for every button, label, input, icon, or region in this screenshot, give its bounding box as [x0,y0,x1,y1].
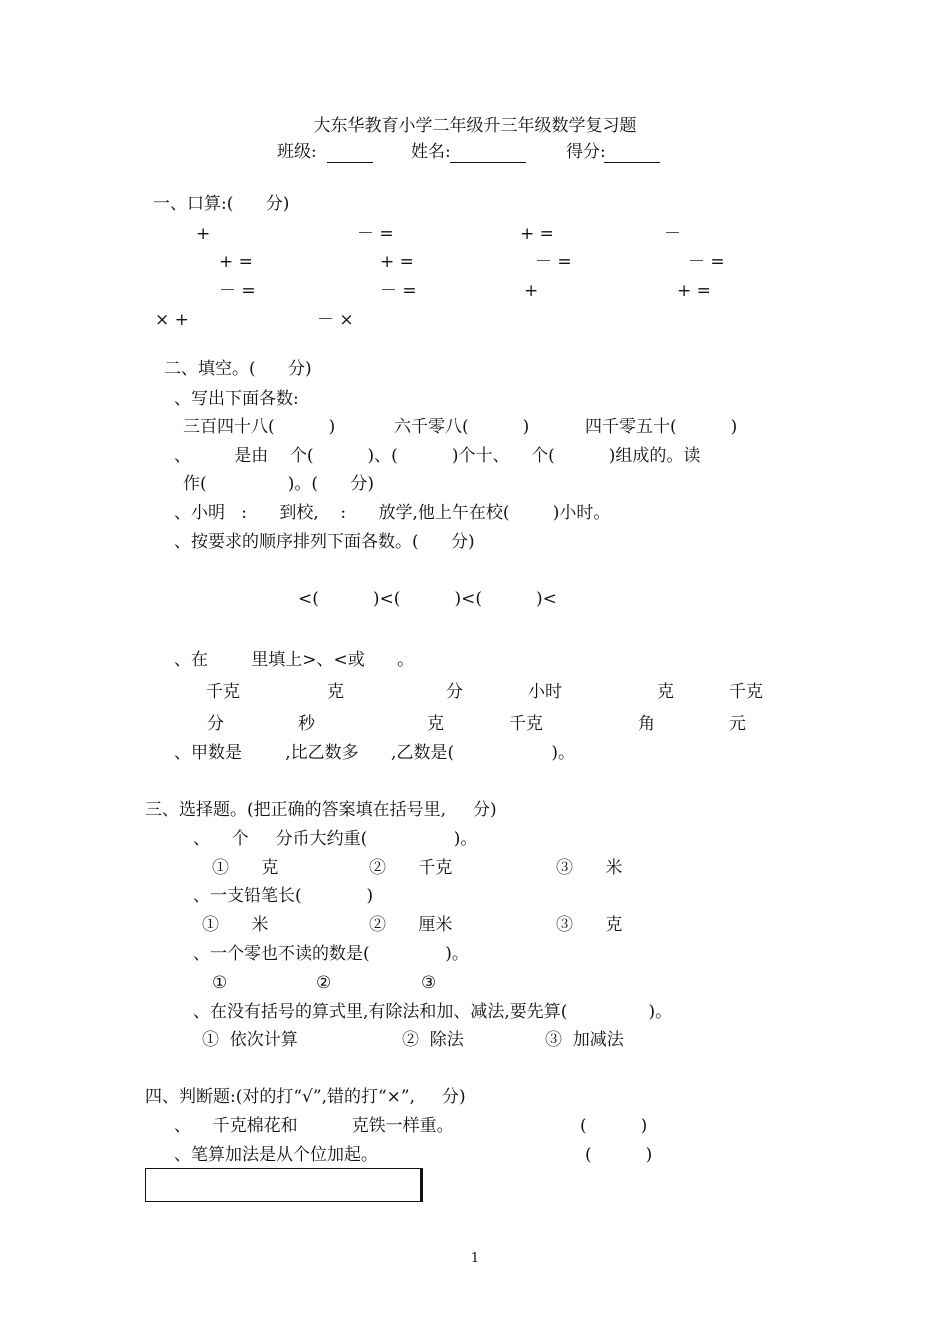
calc-item: + [524,281,539,301]
question-text: 、甲数是 ,比乙数多 ,乙数是( )。 [174,743,575,763]
question-text: 、小明 : 到校, : 放学,他上午在校( )小时。 [174,503,611,523]
section-4-heading: 四、判断题:(对的打“√”,错的打“×”, 分) [145,1087,466,1107]
option: ① [212,973,228,993]
option: ① 米 [202,915,269,935]
calc-item: + = [520,224,554,244]
calc-item: + = [677,281,711,301]
option: ② 除法 [402,1030,464,1050]
compare-unit: 克 [657,682,674,702]
compare-unit: 小时 [528,682,562,702]
question-text: 、写出下面各数: [174,389,299,409]
name-label: 姓名: [411,142,451,162]
calc-item: － = [357,224,394,244]
compare-unit: 分 [207,714,224,734]
option: ② 厘米 [369,915,453,935]
calc-item: － [664,224,681,244]
question-text: 、 千克棉花和 克铁一样重。 [174,1116,454,1136]
compare-unit: 角 [638,714,655,734]
calc-item: － = [380,281,417,301]
question-text: 作( )。( 分) [183,474,375,494]
option: ③ 克 [556,915,623,935]
question-text: 、在没有括号的算式里,有除法和加、减法,要先算( )。 [193,1002,673,1022]
option: ① 克 [212,858,279,878]
question-text: 、在 里填上>、<或 。 [174,650,415,670]
compare-unit: 克 [427,714,444,734]
answer-paren: ( ) [580,1116,648,1136]
option: ③ 米 [556,858,623,878]
compare-unit: 千克 [206,682,240,702]
compare-unit: 元 [729,714,746,734]
option: ② 千克 [369,858,453,878]
calc-item: + = [380,252,414,272]
question-text: 三百四十八( ) [183,417,336,437]
calc-item: － = [219,281,256,301]
section-3-heading: 三、选择题。(把正确的答案填在括号里, 分) [145,800,497,820]
page-title: 大东华教育小学二年级升三年级数学复习题 [313,116,637,136]
page-number: 1 [470,1251,480,1266]
option: ③ 加减法 [545,1030,624,1050]
class-label: 班级: [277,142,317,162]
calc-item: － × [317,310,354,330]
compare-unit: 克 [327,682,344,702]
ordering-line: <( )<( )<( )< [298,589,557,609]
calc-item: + = [219,252,253,272]
question-text: 、一个零也不读的数是( )。 [193,944,469,964]
empty-box [145,1168,423,1202]
question-text: 、笔算加法是从个位加起。 [174,1145,378,1165]
calc-item: × + [155,310,189,330]
question-text: 、 是由 个( )、( )个十、 个( )组成的。读 [174,446,701,466]
class-blank [327,142,373,163]
compare-unit: 千克 [509,714,543,734]
option: ② [316,973,332,993]
answer-paren: ( ) [585,1145,653,1165]
question-text: 四千零五十( ) [585,417,738,437]
question-text: 、按要求的顺序排列下面各数。( 分) [174,532,475,552]
question-text: 六千零八( ) [394,417,530,437]
compare-unit: 千克 [729,682,763,702]
question-text: 、一支铅笔长( ) [193,886,374,906]
section-2-heading: 二、填空。( 分) [164,359,312,379]
section-1-heading: 一、口算:( 分) [153,194,290,214]
calc-item: － = [535,252,572,272]
name-blank [450,142,526,163]
option: ① 依次计算 [202,1030,298,1050]
question-text: 、 个 分币大约重( )。 [193,829,478,849]
option: ③ [421,973,437,993]
score-blank [604,142,660,163]
score-label: 得分: [566,142,606,162]
calc-item: － = [688,252,725,272]
compare-unit: 分 [446,682,463,702]
calc-item: + [196,224,211,244]
compare-unit: 秒 [298,714,315,734]
